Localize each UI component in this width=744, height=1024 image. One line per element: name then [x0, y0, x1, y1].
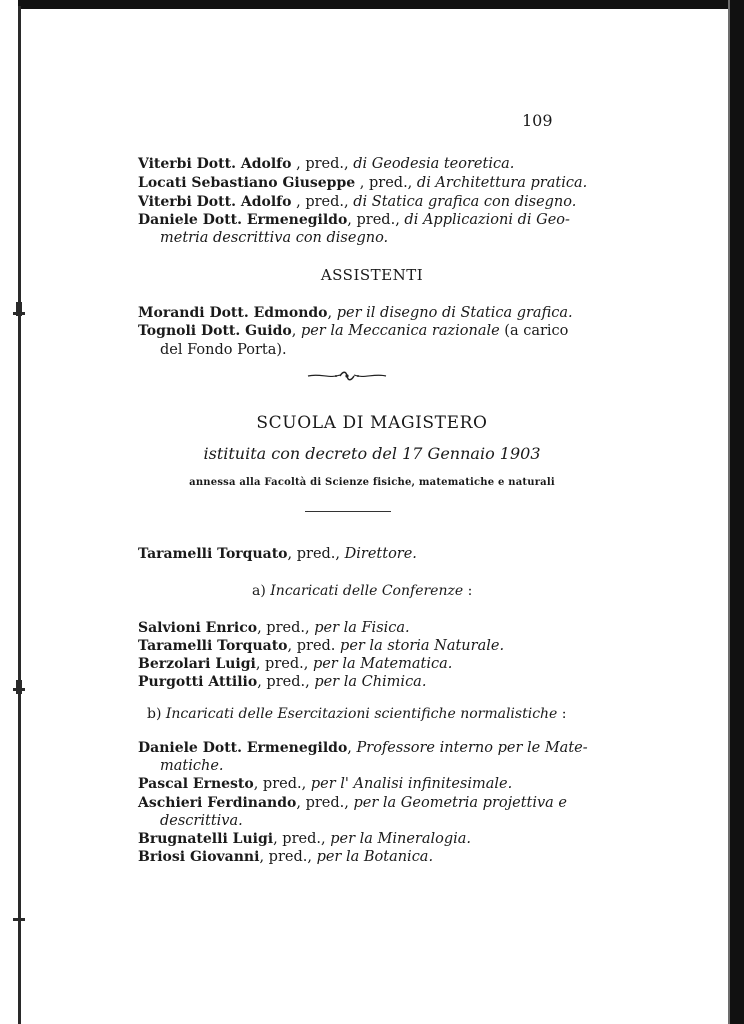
entry-name: Salvioni Enrico: [138, 620, 258, 636]
entry-sep: , pred.: [287, 638, 341, 654]
list-item: [138, 848, 433, 866]
entry-role: per la Fisica.: [314, 620, 410, 636]
entry-sep: , pred.,: [257, 674, 315, 690]
scan-border-top: [0, 0, 744, 9]
entry-role: per la Geometria projettiva e: [353, 795, 568, 811]
entry-name: Tognoli Dott. Guido: [138, 323, 292, 339]
list-item: [138, 739, 588, 757]
entry-sep: , pred.,: [291, 194, 354, 210]
list-item: [138, 211, 570, 229]
entry-role: di Statica grafica con disegno.: [353, 194, 577, 210]
entry-name: Aschieri Ferdinando: [138, 795, 297, 811]
entry-role: per la Matematica.: [312, 656, 453, 672]
entry-sep: , pred.,: [253, 776, 311, 792]
entry-role: metria descrittiva con disegno.: [160, 230, 389, 246]
entry-role: di Architettura pratica.: [416, 175, 588, 191]
entry-role: per la Botanica.: [316, 849, 434, 865]
group-suffix: :: [463, 583, 473, 599]
list-item: [138, 193, 576, 211]
list-item: [138, 155, 514, 173]
group-title: Incaricati delle Esercitazioni scientifiche normalistiche: [165, 706, 558, 722]
group-prefix: b): [147, 706, 166, 722]
list-item: [138, 655, 452, 673]
binding-mark: [13, 918, 25, 921]
page-title: SCUOLA DI MAGISTERO: [256, 413, 488, 433]
entry-sep: , pred.,: [287, 546, 345, 562]
list-item: [138, 775, 512, 793]
entry-continuation: [160, 757, 224, 775]
group-heading-b: [147, 706, 567, 722]
list-item: [138, 619, 410, 637]
entry-role: matiche.: [160, 758, 224, 774]
entry-role: per la Meccanica razionale: [300, 323, 500, 339]
entry-name: Viterbi Dott. Adolfo: [138, 156, 292, 172]
entry-role: per la storia Naturale.: [340, 638, 505, 654]
entry-name: Purgotti Attilio: [138, 674, 258, 690]
binding-edge: [18, 6, 21, 1024]
entry-sep: , pred.,: [347, 212, 405, 228]
binding-tick: [16, 680, 22, 694]
entry-sep: ,: [327, 305, 337, 321]
entry-name: Briosi Giovanni: [138, 849, 260, 865]
entry-sep: , pred.,: [291, 156, 354, 172]
annex-line: annessa alla Facoltà di Scienze fisiche, matematiche e naturali: [189, 477, 555, 488]
entry-continuation: del Fondo Porta).: [160, 342, 287, 358]
entry-sep: , pred.,: [273, 831, 331, 847]
list-item: [138, 673, 426, 691]
entry-sep: , pred.,: [259, 849, 317, 865]
ornament-divider-icon: [306, 370, 388, 382]
list-item: [138, 794, 567, 812]
entry-name: Brugnatelli Luigi: [138, 831, 274, 847]
entry-role: di Geodesia teoretica.: [353, 156, 515, 172]
entry-role: descrittiva.: [160, 813, 243, 829]
entry-name: Daniele Dott. Ermenegildo: [138, 212, 348, 228]
entry-sep: , pred.,: [355, 175, 417, 191]
entry-role: Professore interno per le Mate-: [356, 740, 588, 756]
list-item: [138, 637, 504, 655]
page-number: 109: [522, 111, 553, 130]
entry-name: Morandi Dott. Edmondo: [138, 305, 328, 321]
entry-role: per la Mineralogia.: [330, 831, 472, 847]
group-heading-a: [252, 583, 472, 599]
divider: [305, 511, 391, 512]
group-suffix: :: [557, 706, 567, 722]
scan-border-right: [730, 0, 744, 1024]
scan-margin-left: [0, 0, 18, 1024]
entry-name: Daniele Dott. Ermenegildo: [138, 740, 348, 756]
entry-continuation: [160, 229, 388, 247]
entry-role: per l' Analisi infinitesimale.: [310, 776, 513, 792]
list-item: [138, 304, 573, 322]
list-item: [138, 830, 471, 848]
entry-role: per il disegno di Statica grafica.: [336, 305, 573, 321]
binding-mark: [13, 312, 25, 315]
entry-sep: , pred.,: [296, 795, 354, 811]
entry-role: di Applicazioni di Geo-: [404, 212, 570, 228]
entry-sep: ,: [347, 740, 357, 756]
entry-sep: ,: [291, 323, 301, 339]
group-title: Incaricati delle Conferenze: [270, 583, 464, 599]
entry-continuation: [160, 812, 243, 830]
page-subtitle: istituita con decreto del 17 Gennaio 1903: [203, 444, 541, 463]
list-item: [138, 322, 568, 340]
entry-name: Pascal Ernesto: [138, 776, 254, 792]
list-item: [138, 545, 417, 563]
list-item: [138, 174, 587, 192]
entry-name: Berzolari Luigi: [138, 656, 256, 672]
entry-sep: , pred.,: [255, 656, 313, 672]
binding-mark: [13, 688, 25, 691]
entry-sep: , pred.,: [257, 620, 315, 636]
entry-role: per la Chimica.: [314, 674, 427, 690]
group-prefix: a): [252, 583, 271, 599]
entry-name: Viterbi Dott. Adolfo: [138, 194, 292, 210]
entry-name: Locati Sebastiano Giuseppe: [138, 175, 356, 191]
entry-tail: (a carico: [499, 323, 569, 339]
entry-role: Direttore.: [344, 546, 417, 562]
entry-name: Taramelli Torquato: [138, 546, 288, 562]
section-heading-assistenti: ASSISTENTI: [320, 266, 424, 284]
entry-name: Taramelli Torquato: [138, 638, 288, 654]
